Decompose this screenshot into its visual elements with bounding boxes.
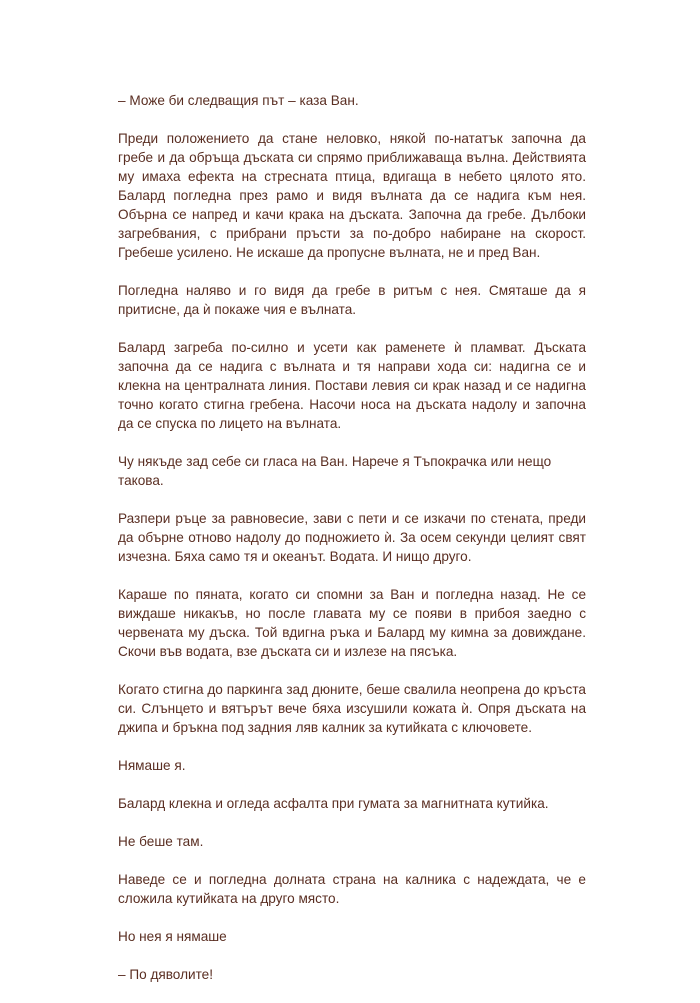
paragraph: Когато стигна до паркинга зад дюните, беше свалила неопрена до кръста си. Слънцето и вятърът вече бяха изсушили кожата ѝ. Опря дъската на джипа и бръкна под задния ляв калник за кутийката с ключовете. — [118, 682, 586, 735]
document-body — [118, 91, 586, 1003]
paragraph: Не беше там. — [118, 834, 204, 849]
paragraph: Чу някъде зад себе си гласа на Ван. Нарече я Тъпокрачка или нещо такова. — [118, 454, 552, 488]
paragraph: Преди положението да стане неловко, някой по-нататък започна да гребе и да обръща дъската си спрямо приближаваща вълна. Действията му имаха ефекта на стресната птица, вдигаща в небето цялото ято. Балард погледна през рамо и видя вълната да се надига към нея. Обърна се напред и качи крака на дъската. Започна да гребе. Дълбоки загребвания, с прибрани пръсти за по-добро набиране на скорост. Гребеше усилено. Не искаше да пропусне вълната, не и пред Ван. — [118, 131, 586, 260]
paragraph: Разпери ръце за равновесие, зави с пети и се изкачи по стената, преди да обърне отново надолу до подножието ѝ. За осем секунди целият свят изчезна. Бяха само тя и океанът. Водата. И нищо друго. — [118, 511, 586, 564]
paragraph: – По дяволите! — [118, 967, 214, 982]
paragraph: Балард загреба по-силно и усети как раменете ѝ пламват. Дъската започна да се надига с вълната и тя направи хода си: надигна се и клекна на централната линия. Постави левия си крак назад и се надигна точно когато стигна гребена. Насочи носа на дъската надолу и започна да се спуска по лицето на вълната. — [118, 340, 586, 431]
paragraph: Балард клекна и огледа асфалта при гумата за магнитната кутийка. — [118, 796, 549, 811]
paragraph: Наведе се и погледна долната страна на калника с надеждата, че е сложила кутийката на друго място. — [118, 872, 586, 906]
paragraph: Но нея я нямаше — [118, 929, 227, 944]
paragraph: – Може би следващия път – каза Ван. — [118, 93, 359, 108]
paragraph: Погледна наляво и го видя да гребе в ритъм с нея. Смяташе да я притисне, да ѝ покаже чия е вълната. — [118, 283, 586, 317]
paragraph: Караше по пяната, когато си спомни за Ван и погледна назад. Не се виждаше никакъв, но после главата му се появи в прибоя заедно с червената му дъска. Той вдигна ръка и Балард му кимна за довиждане. Скочи във водата, взе дъската си и излезе на пясъка. — [118, 587, 586, 659]
paragraph: Нямаше я. — [118, 758, 186, 773]
